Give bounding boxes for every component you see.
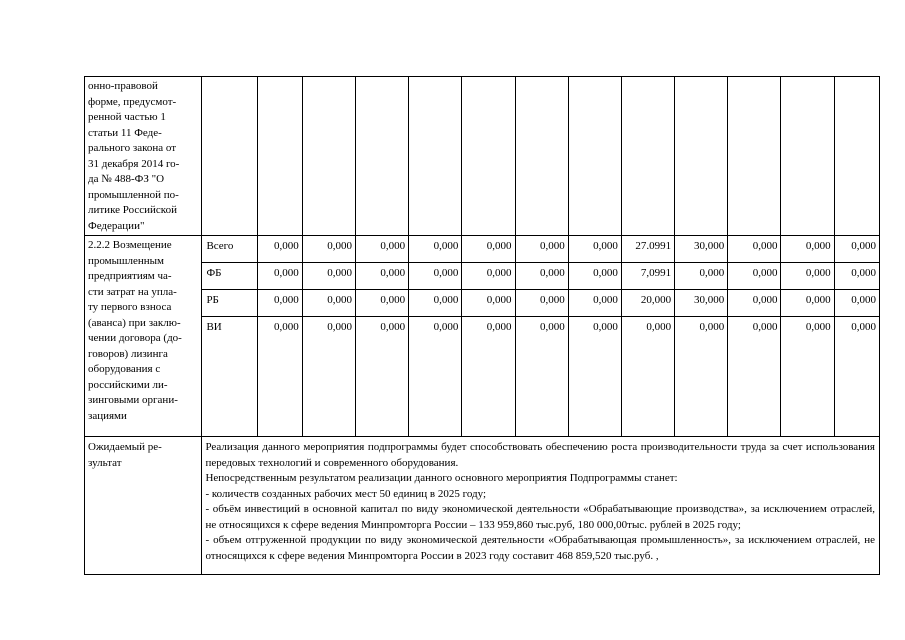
value-cell: 0,000: [409, 236, 462, 263]
value-cell: 0,000: [257, 290, 302, 317]
table-row: [85, 317, 880, 437]
value-cell: 0,000: [781, 290, 834, 317]
value-cell: 0,000: [781, 236, 834, 263]
value-cell: 0,000: [409, 263, 462, 290]
value-cell: 0,000: [462, 290, 515, 317]
empty-cell: [834, 77, 879, 236]
value-cell: 0,000: [834, 290, 879, 317]
value-cell: 20,000: [621, 290, 674, 317]
value-cell: 0,000: [409, 290, 462, 317]
value-cell: 0,000: [675, 317, 728, 437]
value-cell: 0,000: [568, 290, 621, 317]
empty-cell: [515, 77, 568, 236]
value-cell: 0,000: [462, 236, 515, 263]
table-row-expected-result: [85, 437, 880, 575]
empty-cell: [675, 77, 728, 236]
value-cell: 0,000: [515, 263, 568, 290]
empty-cell: [728, 77, 781, 236]
value-cell: 0,000: [302, 317, 355, 437]
value-cell: 30,000: [675, 236, 728, 263]
value-cell: 0,000: [515, 317, 568, 437]
funding-source: РБ: [202, 290, 257, 317]
empty-cell: [202, 77, 257, 236]
value-cell: 0,000: [462, 317, 515, 437]
budget-table: [84, 76, 880, 575]
value-cell: 0,000: [302, 236, 355, 263]
empty-cell: [302, 77, 355, 236]
value-cell: 30,000: [675, 290, 728, 317]
funding-source: ВИ: [202, 317, 257, 437]
value-cell: 0,000: [568, 263, 621, 290]
value-cell: 0,000: [728, 263, 781, 290]
funding-source: Всего: [202, 236, 257, 263]
value-cell: 0,000: [728, 290, 781, 317]
value-cell: 0,000: [834, 236, 879, 263]
value-cell: 0,000: [675, 263, 728, 290]
value-cell: 0,000: [257, 263, 302, 290]
value-cell: 0,000: [568, 317, 621, 437]
measure-name: 2.2.2 Возмещение промышленным предприятиям ча- сти затрат на упла- ту первого взноса (аванса) при заклю- чении договора (до- говоров) лизинга оборудования с российскими ли- зинговыми органи- зациями: [85, 236, 202, 437]
value-cell: 0,000: [409, 317, 462, 437]
value-cell: 0,000: [355, 317, 408, 437]
table-row: [85, 263, 880, 290]
value-cell: 0,000: [355, 236, 408, 263]
value-cell: 0,000: [515, 236, 568, 263]
table-row: [85, 236, 880, 263]
empty-cell: [355, 77, 408, 236]
value-cell: 0,000: [462, 263, 515, 290]
empty-cell: [257, 77, 302, 236]
funding-source: ФБ: [202, 263, 257, 290]
value-cell: 0,000: [302, 263, 355, 290]
value-cell: 0,000: [621, 317, 674, 437]
empty-cell: [621, 77, 674, 236]
value-cell: 0,000: [302, 290, 355, 317]
empty-cell: [568, 77, 621, 236]
value-cell: 0,000: [515, 290, 568, 317]
value-cell: 0,000: [355, 290, 408, 317]
empty-cell: [409, 77, 462, 236]
value-cell: 0,000: [834, 263, 879, 290]
measure-name-continued: онно-правовой форме, предусмот- ренной частью 1 статьи 11 Феде- рального закона от 31 декабря 2014 го- да № 488-ФЗ "О промышленной по- литике Российской Федерации": [85, 77, 202, 236]
value-cell: 0,000: [834, 317, 879, 437]
value-cell: 0,000: [728, 236, 781, 263]
value-cell: 0,000: [355, 263, 408, 290]
value-cell: 7,0991: [621, 263, 674, 290]
value-cell: 0,000: [257, 236, 302, 263]
value-cell: 27.0991: [621, 236, 674, 263]
table-row: [85, 290, 880, 317]
value-cell: 0,000: [781, 263, 834, 290]
value-cell: 0,000: [568, 236, 621, 263]
empty-cell: [781, 77, 834, 236]
expected-result-text: Реализация данного мероприятия подпрограммы будет способствовать обеспечению роста производительности труда за счет использования передовых технологий и современного оборудования. Непосредственным результатом реализации данного основного мероприятия Подпрограммы станет: - количеств созданных рабочих мест 50 единиц в 2025 году; - объём инвестиций в основной капитал по виду экономической деятельности «Обрабатывающие производства», за исключением отраслей, не относящихся к сфере ведения Минпромторга России – 133 959,860 тыс.руб, 180 000,00тыс. рублей в 2025 году; - объем отгруженной продукции по виду экономической деятельности «Обрабатывающая промышленность», за исключением отраслей, не относящихся к сфере ведения Минпромторга России в 2023 году составит 468 859,520 тыс.руб. ,: [202, 437, 880, 575]
empty-cell: [462, 77, 515, 236]
value-cell: 0,000: [257, 317, 302, 437]
value-cell: 0,000: [728, 317, 781, 437]
table-row-continued: [85, 77, 880, 236]
value-cell: 0,000: [781, 317, 834, 437]
expected-result-label: Ожидаемый ре- зультат: [85, 437, 202, 575]
